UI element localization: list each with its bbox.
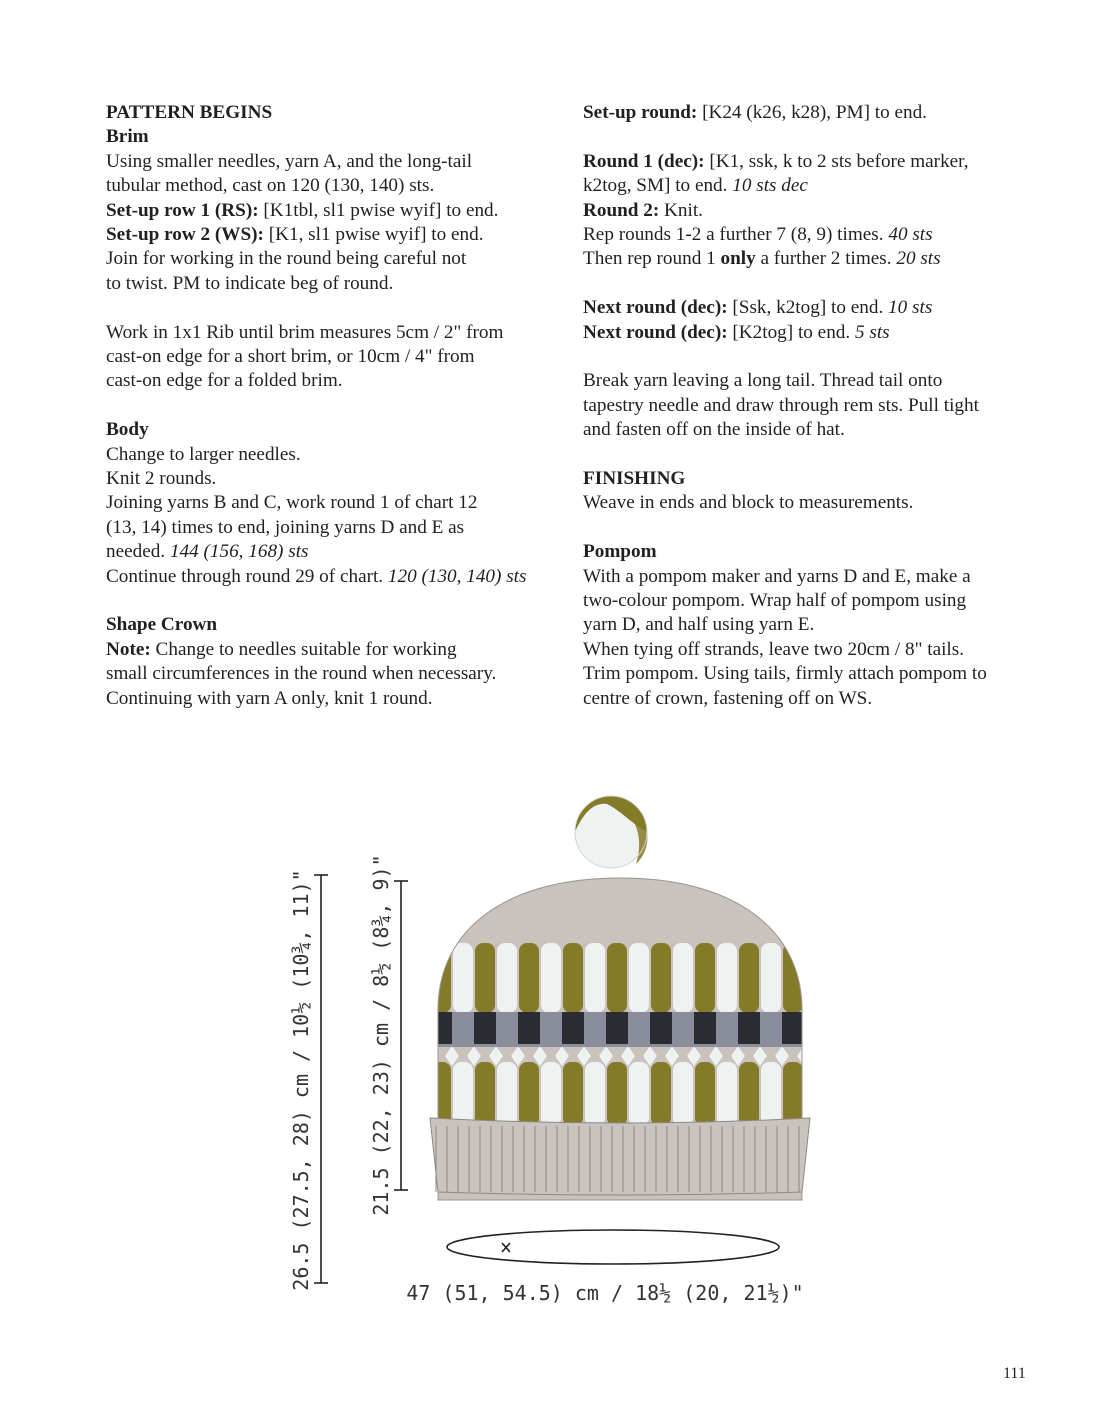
round-1-dec-cont: k2tog, SM] to end. 10 sts dec bbox=[583, 175, 808, 197]
pompom-text-line: two-colour pompom. Wrap half of pompom using bbox=[583, 590, 967, 612]
pompom-text-line: yarn D, and half using yarn E. bbox=[583, 614, 815, 636]
heading-body: Body bbox=[106, 419, 149, 441]
hat-brim bbox=[430, 1118, 810, 1195]
pompom-text-line: centre of crown, fastening off on WS. bbox=[583, 687, 873, 709]
round-1-dec: Round 1 (dec): [K1, ssk, k to 2 sts before marker, bbox=[583, 150, 969, 172]
body-text-line: Change to larger needles. bbox=[106, 443, 301, 465]
heading-pompom: Pompom bbox=[583, 541, 657, 563]
body-text-line: Continue through round 29 of chart. 120 (130, 140) sts bbox=[106, 565, 527, 587]
heading-pattern-begins: PATTERN BEGINS bbox=[106, 102, 273, 123]
next-round-dec-1: Next round (dec): [Ssk, k2tog] to end. 10 sts bbox=[583, 297, 933, 319]
heading-finishing: FINISHING bbox=[583, 468, 686, 490]
pompom-text-line: With a pompom maker and yarns D and E, make a bbox=[583, 565, 971, 587]
brim-text-line: tubular method, cast on 120 (130, 140) sts. bbox=[106, 175, 435, 197]
heading-brim: Brim bbox=[106, 126, 149, 148]
then-repeat: Then rep round 1 only a further 2 times. 20 sts bbox=[583, 248, 941, 270]
round-2: Round 2: Knit. bbox=[583, 199, 703, 221]
setup-round: Set-up round: [K24 (k26, k28), PM] to end. bbox=[583, 102, 927, 123]
body-text-line: needed. 144 (156, 168) sts bbox=[106, 541, 309, 563]
height-total-label: 26.5 (27.5, 28) cm / 10½ (10¾, 11)" bbox=[289, 869, 313, 1291]
setup-row-1: Set-up row 1 (RS): [K1tbl, sl1 pwise wyif] to end. bbox=[106, 199, 499, 221]
finishing-text: Weave in ends and block to measurements. bbox=[583, 492, 914, 514]
left-column bbox=[106, 101, 556, 711]
right-column bbox=[583, 101, 1033, 711]
brim-text-line: cast-on edge for a short brim, or 10cm / 4" from bbox=[106, 346, 475, 368]
pompom bbox=[575, 796, 647, 868]
height-body-label: 21.5 (22, 23) cm / 8½ (8¾, 9)" bbox=[369, 854, 393, 1216]
crown-text-line: small circumferences in the round when necessary. bbox=[106, 663, 497, 685]
brim-text-line: Join for working in the round being careful not bbox=[106, 248, 467, 270]
body-text-line: Joining yarns B and C, work round 1 of chart 12 bbox=[106, 492, 478, 514]
pompom-text-line: Trim pompom. Using tails, firmly attach pompom to bbox=[583, 663, 987, 685]
body-text-line: (13, 14) times to end, joining yarns D and E as bbox=[106, 516, 465, 538]
height-body-dimension bbox=[369, 854, 408, 1215]
brim-text-line: cast-on edge for a folded brim. bbox=[106, 370, 343, 392]
hat-schematic bbox=[270, 780, 830, 1320]
break-yarn-line: tapestry needle and draw through rem sts. Pull tight bbox=[583, 394, 979, 416]
pompom-text-line: When tying off strands, leave two 20cm / 8" tails. bbox=[583, 638, 965, 660]
page-number: 111 bbox=[1003, 1365, 1026, 1382]
crown-text-line: Continuing with yarn A only, knit 1 round. bbox=[106, 687, 433, 709]
crown-note: Note: Change to needles suitable for working bbox=[106, 638, 457, 660]
brim-text-line: Work in 1x1 Rib until brim measures 5cm / 2" from bbox=[106, 321, 504, 343]
break-yarn-line: Break yarn leaving a long tail. Thread tail onto bbox=[583, 370, 943, 392]
body-text-line: Knit 2 rounds. bbox=[106, 468, 217, 490]
next-round-dec-2: Next round (dec): [K2tog] to end. 5 sts bbox=[583, 321, 890, 343]
setup-row-2: Set-up row 2 (WS): [K1, sl1 pwise wyif] to end. bbox=[106, 224, 484, 246]
break-yarn-line: and fasten off on the inside of hat. bbox=[583, 419, 845, 441]
circumference-dimension bbox=[406, 1230, 803, 1305]
circumference-label: 47 (51, 54.5) cm / 18½ (20, 21½)" bbox=[406, 1281, 804, 1305]
height-total-dimension bbox=[289, 869, 328, 1290]
brim-text-line: Using smaller needles, yarn A, and the long-tail bbox=[106, 150, 473, 172]
brim-text-line: to twist. PM to indicate beg of round. bbox=[106, 272, 394, 294]
heading-shape-crown: Shape Crown bbox=[106, 614, 218, 636]
repeat-rounds: Rep rounds 1-2 a further 7 (8, 9) times. 40 sts bbox=[583, 224, 933, 246]
